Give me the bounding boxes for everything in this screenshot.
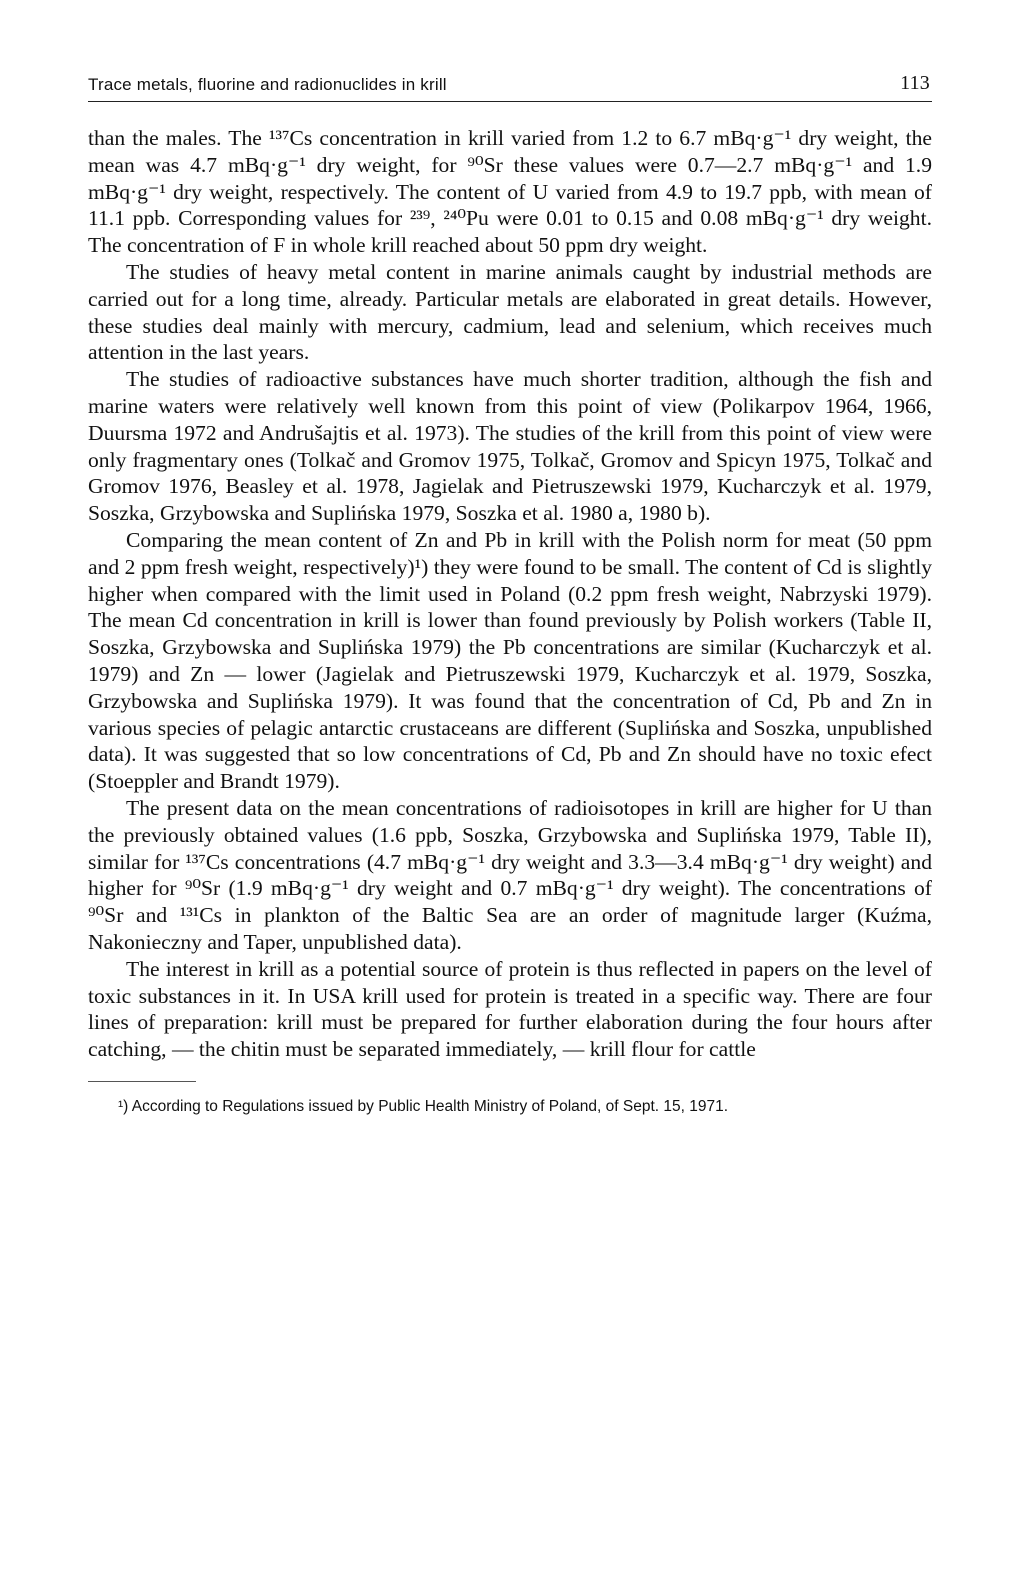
running-head [88,71,932,99]
paragraph: The present data on the mean concentrations of radioisotopes in krill are higher for U than the previously obtained values (1.6 ppb, Soszka, Grzybowska and Suplińska 1979, Table II), similar for ¹³⁷Cs concentrations (4.7 mBq·g⁻¹ dry weight and 3.3—3.4 mBq·g⁻¹ dry weight) and higher for ⁹⁰Sr (1.9 mBq·g⁻¹ dry weight and 0.7 mBq·g⁻¹ dry weight). The concentrations of ⁹⁰Sr and ¹³¹Cs in plankton of the Baltic Sea are an order of magnitude larger (Kuźma, Nakonieczny and Taper, unpublished data). [88,795,932,954]
footnote-rule [88,1081,196,1082]
running-head-title: Trace metals, fluorine and radionuclides in krill [88,75,447,94]
body-text [88,125,932,1063]
paragraph: than the males. The ¹³⁷Cs concentration in krill varied from 1.2 to 6.7 mBq·g⁻¹ dry weight, the mean was 4.7 mBq·g⁻¹ dry weight, for ⁹⁰Sr these values were 0.7—2.7 mBq·g⁻¹ and 1.9 mBq·g⁻¹ dry weight, respectively. The content of U varied from 4.9 to 19.7 ppb, with mean of 11.1 ppb. Corresponding values for ²³⁹, ²⁴⁰Pu were 0.01 to 0.15 and 0.08 mBq·g⁻¹ dry weight. The concentration of F in whole krill reached about 50 ppm dry weight. [88,126,932,258]
header-rule [88,101,932,102]
paragraph: The studies of heavy metal content in marine animals caught by industrial methods are carried out for a long time, already. Particular metals are elaborated in great details. However, these studies deal mainly with mercury, cadmium, lead and selenium, which receives much attention in the last years. [88,259,932,365]
page [88,0,932,1576]
paragraph: Comparing the mean content of Zn and Pb in krill with the Polish norm for meat (50 ppm and 2 ppm fresh weight, respectively)¹) they were found to be small. The content of Cd is slightly higher when compared with the limit used in Poland (0.2 ppm fresh weight, Nabrzyski 1979). The mean Cd concentration in krill is lower than found previously by Polish workers (Table II, Soszka, Grzybowska and Suplińska 1979) the Pb concentrations are similar (Kucharczyk et al. 1979) and Zn — lower (Jagielak and Pietruszewski 1979, Kucharczyk et al. 1979, Soszka, Grzybowska and Suplińska 1979). It was found that the concentration of Cd, Pb and Zn in various species of pelagic antarctic crustaceans are different (Suplińska and Soszka, unpublished data). It was suggested that so low concentrations of Cd, Pb and Zn should have no toxic efect (Stoeppler and Brandt 1979). [88,527,932,794]
page-number: 113 [900,72,930,94]
paragraph: The interest in krill as a potential source of protein is thus reflected in papers on the level of toxic substances in it. In USA krill used for protein is treated in a specific way. There are four lines of preparation: krill must be prepared for further elaboration during the four hours after catching, — the chitin must be separated immediately, — krill flour for cattle [88,956,932,1062]
footnote: ¹) According to Regulations issued by Public Health Ministry of Poland, of Sept. 15, 1971. [118,1098,729,1115]
paragraph: The studies of radioactive substances have much shorter tradition, although the fish and marine waters were relatively well known from this point of view (Polikarpov 1964, 1966, Duursma 1972 and Andrušajtis et al. 1973). The studies of the krill from this point of view were only fragmentary ones (Tolkač and Gromov 1975, Tolkač, Gromov and Spicyn 1975, Tolkač and Gromov 1976, Beasley et al. 1978, Jagielak and Pietruszewski 1979, Kucharczyk et al. 1979, Soszka, Grzybowska and Suplińska 1979, Soszka et al. 1980 a, 1980 b). [88,367,932,526]
